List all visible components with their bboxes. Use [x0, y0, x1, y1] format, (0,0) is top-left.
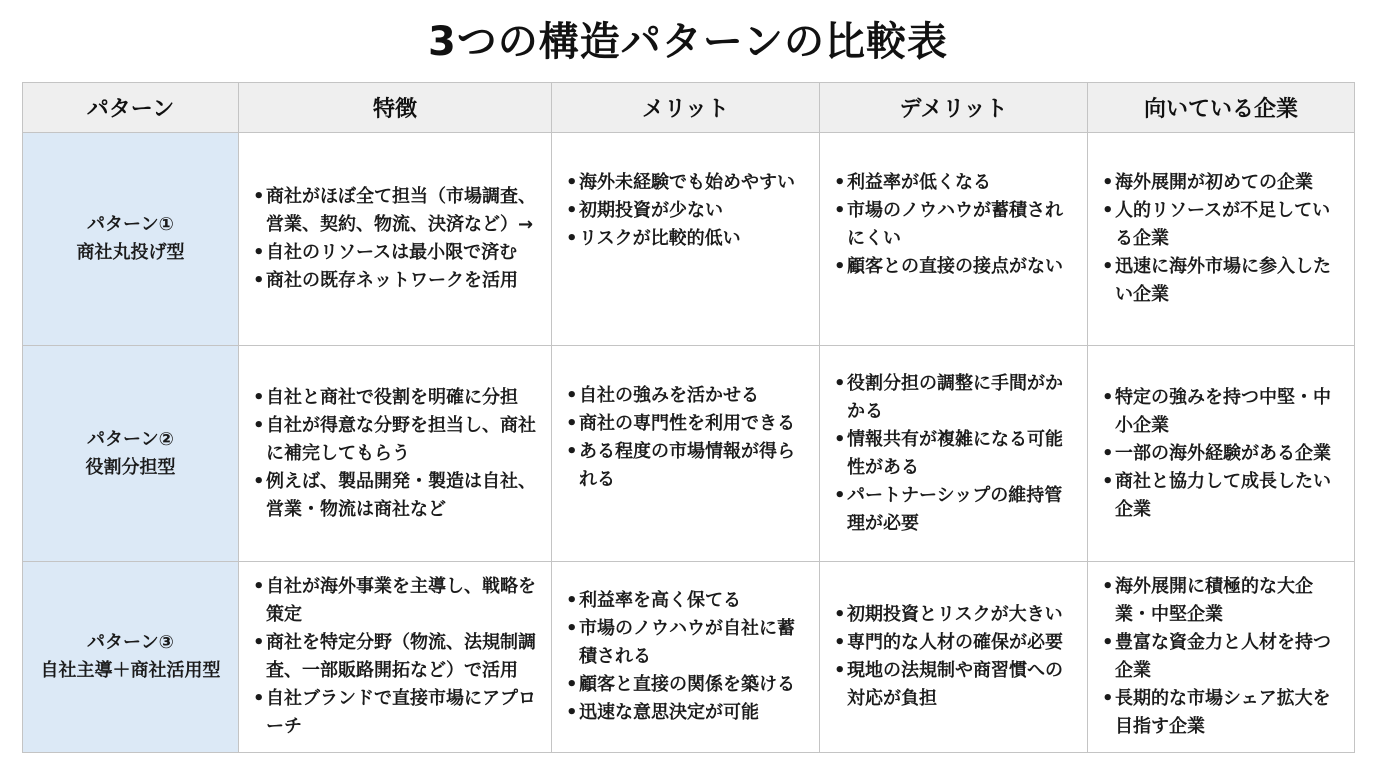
list-item: • 初期投資が少ない — [566, 197, 811, 225]
features-cell — [239, 346, 552, 562]
table-row — [23, 346, 1355, 562]
list-item: • 顧客との直接の接点がない — [834, 253, 1079, 281]
merits-cell — [552, 133, 820, 346]
list-item: • 迅速に海外市場に参入したい企業 — [1102, 253, 1346, 309]
list-item: • 迅速な意思決定が可能 — [566, 699, 811, 727]
list-item: • 自社の強みを活かせる — [566, 382, 811, 410]
features-cell — [239, 133, 552, 346]
demerits-cell — [820, 562, 1088, 753]
list-item: • 利益率が低くなる — [834, 169, 1079, 197]
list-item: • 初期投資とリスクが大きい — [834, 601, 1079, 629]
list-item: • 人的リソースが不足している企業 — [1102, 197, 1346, 253]
pattern-name: パターン③ — [87, 632, 174, 653]
list-item: • 市場のノウハウが蓄積されにくい — [834, 197, 1079, 253]
demerits-cell — [820, 346, 1088, 562]
pattern-type: 商社丸投げ型 — [76, 242, 185, 263]
list-item: • 自社が海外事業を主導し、戦略を策定 — [253, 573, 543, 629]
pattern-cell — [23, 346, 239, 562]
features-cell — [239, 562, 552, 753]
list-item: • 一部の海外経験がある企業 — [1102, 440, 1346, 468]
suitable-cell — [1088, 346, 1355, 562]
pattern-name: パターン① — [87, 214, 174, 235]
list-item: • パートナーシップの維持管理が必要 — [834, 482, 1079, 538]
list-item: • 自社が得意な分野を担当し、商社に補完してもらう — [253, 412, 543, 468]
pattern-type: 自社主導＋商社活用型 — [40, 660, 221, 681]
list-item: • 自社のリソースは最小限で済む — [253, 239, 543, 267]
list-item: • 海外展開が初めての企業 — [1102, 169, 1346, 197]
header-merits: メリット — [552, 83, 820, 133]
table-row — [23, 133, 1355, 346]
list-item: • 海外未経験でも始めやすい — [566, 169, 811, 197]
pattern-cell — [23, 562, 239, 753]
list-item: • 海外展開に積極的な大企業・中堅企業 — [1102, 573, 1346, 629]
list-item: • 豊富な資金力と人材を持つ企業 — [1102, 629, 1346, 685]
list-item: • 長期的な市場シェア拡大を目指す企業 — [1102, 685, 1346, 741]
merits-cell — [552, 346, 820, 562]
list-item: • ある程度の市場情報が得られる — [566, 438, 811, 494]
page-title: 3つの構造パターンの比較表 — [427, 19, 949, 65]
list-item: • 利益率を高く保てる — [566, 587, 811, 615]
header-features: 特徴 — [239, 83, 552, 133]
list-item: • 役割分担の調整に手間がかかる — [834, 370, 1079, 426]
list-item: • 商社の既存ネットワークを活用 — [253, 267, 543, 295]
list-item: • 専門的な人材の確保が必要 — [834, 629, 1079, 657]
comparison-table — [22, 82, 1355, 753]
header-demerits: デメリット — [820, 83, 1088, 133]
list-item: • 商社と協力して成長したい企業 — [1102, 468, 1346, 524]
list-item: • 現地の法規制や商習慣への対応が負担 — [834, 657, 1079, 713]
merits-cell — [552, 562, 820, 753]
header-suitable: 向いている企業 — [1088, 83, 1355, 133]
suitable-cell — [1088, 133, 1355, 346]
list-item: • 商社を特定分野（物流、法規制調査、一部販路開拓など）で活用 — [253, 629, 543, 685]
list-item: • 商社の専門性を利用できる — [566, 410, 811, 438]
list-item: • 商社がほぼ全て担当（市場調査、営業、契約、物流、決済など）→ — [253, 183, 543, 239]
list-item: • リスクが比較的低い — [566, 225, 811, 253]
list-item: • 情報共有が複雑になる可能性がある — [834, 426, 1079, 482]
list-item: • 特定の強みを持つ中堅・中小企業 — [1102, 384, 1346, 440]
pattern-cell — [23, 133, 239, 346]
table-row — [23, 562, 1355, 753]
header-row — [23, 83, 1355, 133]
pattern-type: 役割分担型 — [85, 456, 176, 478]
pattern-name: パターン② — [87, 428, 174, 450]
list-item: • 自社と商社で役割を明確に分担 — [253, 384, 543, 412]
list-item: • 例えば、製品開発・製造は自社、営業・物流は商社など — [253, 468, 543, 524]
list-item: • 市場のノウハウが自社に蓄積される — [566, 615, 811, 671]
demerits-cell — [820, 133, 1088, 346]
list-item: • 顧客と直接の関係を築ける — [566, 671, 811, 699]
header-pattern: パターン — [23, 83, 239, 133]
suitable-cell — [1088, 562, 1355, 753]
list-item: • 自社ブランドで直接市場にアプローチ — [253, 685, 543, 741]
